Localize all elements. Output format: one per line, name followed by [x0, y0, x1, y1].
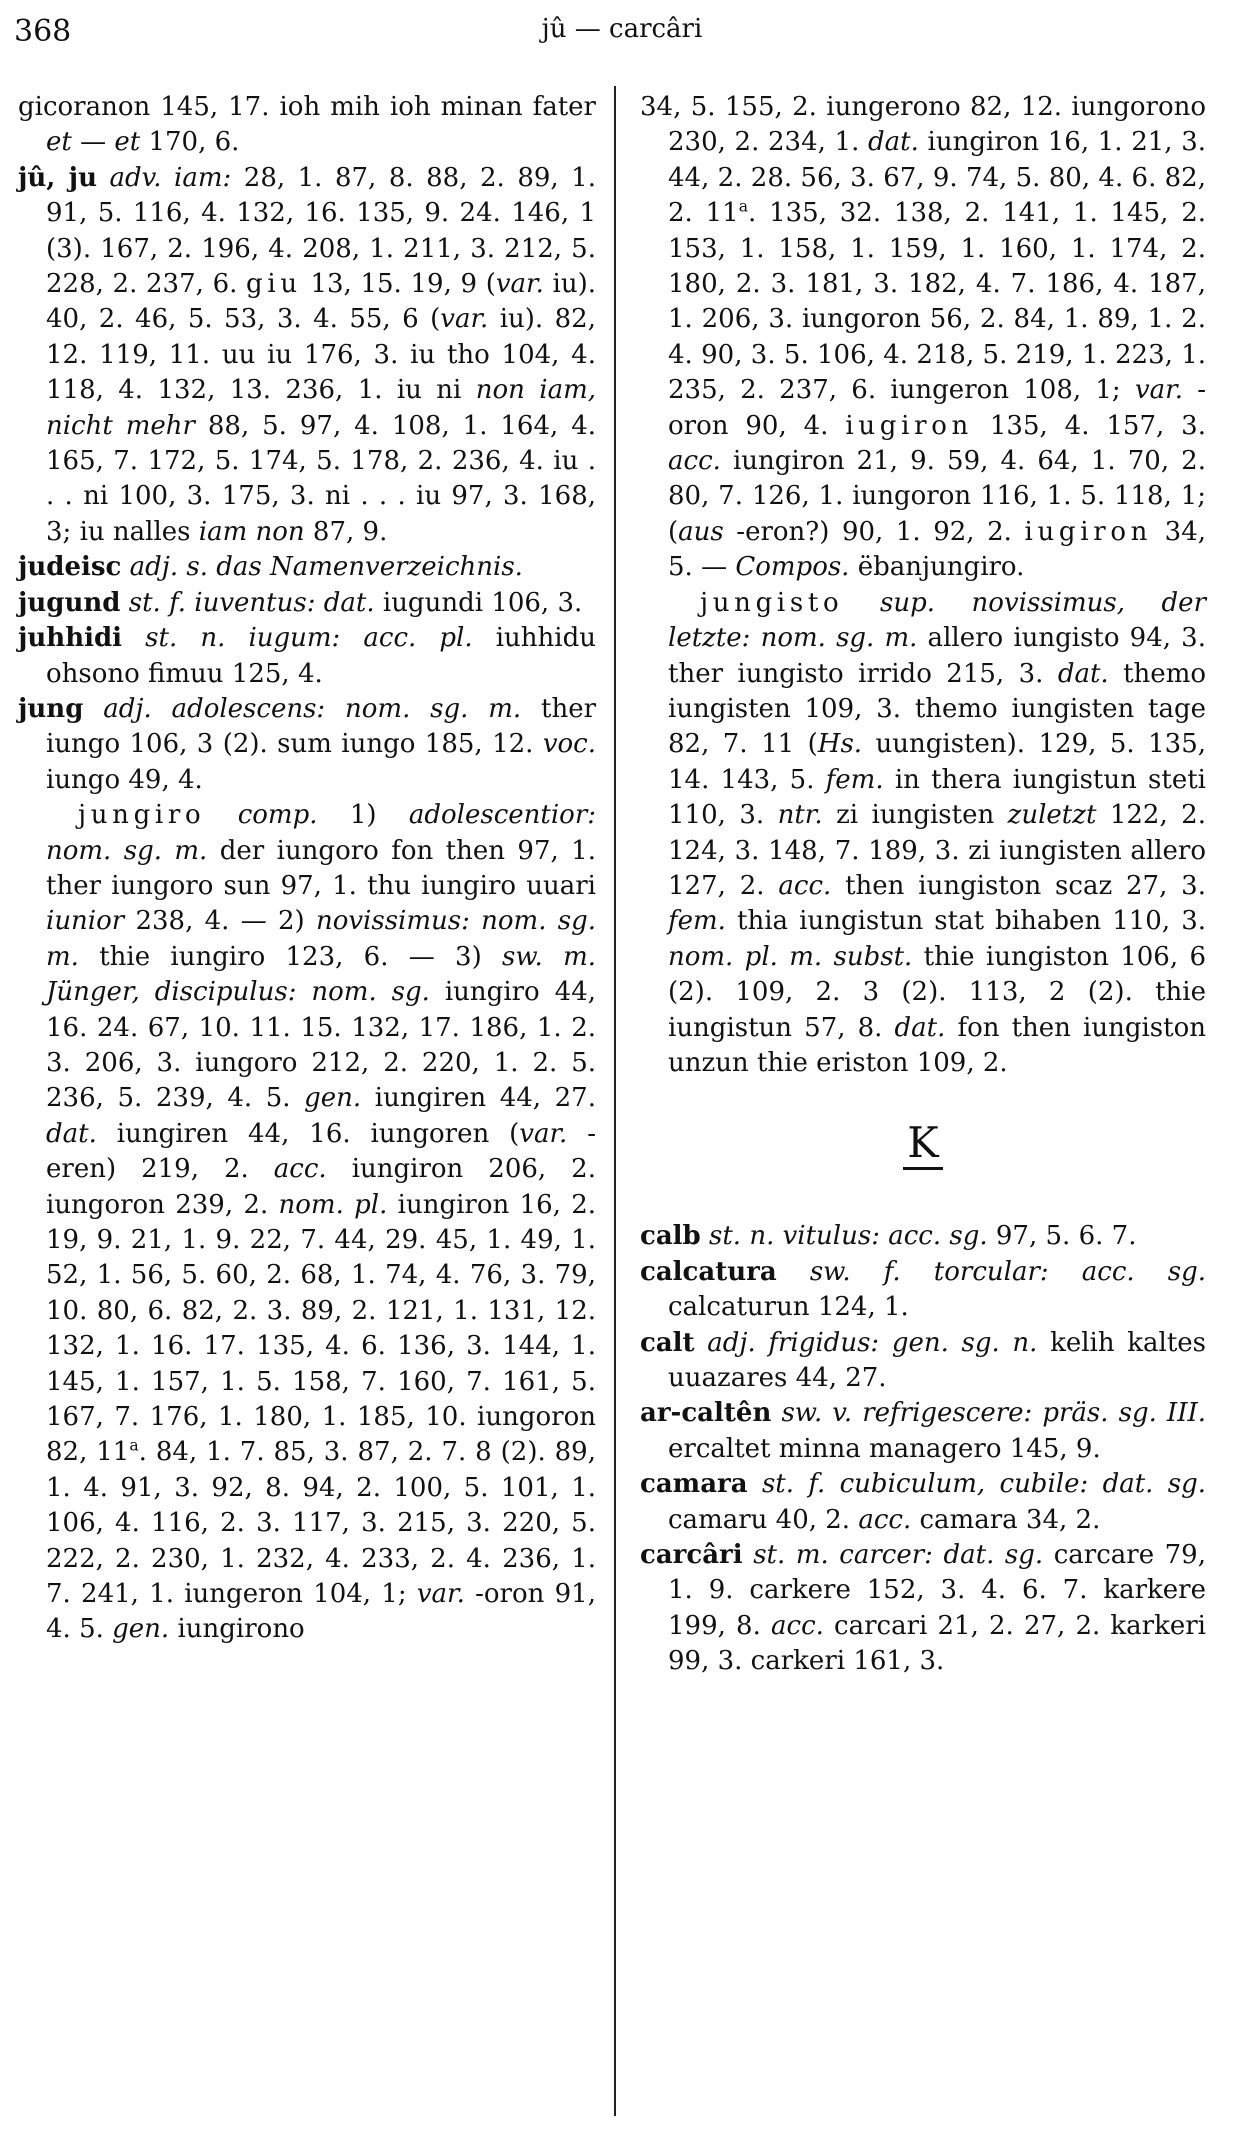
- dictionary-entry: calcatura sw. f. torcular: acc. sg. calcaturun 124, 1.: [640, 1256, 1207, 1323]
- dictionary-entry: calt adj. frigidus: gen. sg. n. kelih kaltes uuazares 44, 27.: [640, 1327, 1207, 1393]
- headword: jû, ju: [18, 162, 97, 193]
- section-letter: K: [903, 1118, 942, 1170]
- dictionary-entry: jugund st. f. iuventus: dat. iugundi 106, 3.: [18, 587, 583, 618]
- headword: calcatura: [640, 1256, 777, 1287]
- headword: camara: [640, 1469, 748, 1500]
- dictionary-entry: jung adj. adolescens: nom. sg. m. ther iungo 106, 3 (2). sum iungo 185, 12. voc. iungo 49, 4.: [18, 693, 597, 795]
- page-header: [0, 14, 1244, 54]
- dictionary-entry: juhhidi st. n. iugum: acc. pl. iuhhidu ohsono fimuu 125, 4.: [18, 623, 596, 689]
- right-column-top: [640, 90, 1206, 1081]
- dictionary-entry: calb st. n. vitulus: acc. sg. 97, 5. 6. 7.: [640, 1221, 1137, 1252]
- sub-entry: jungiro comp. 1) adolescentior: nom. sg. m. der iungoro fon then 97, 1. ther iungoro sun 97, 1. thu iungiro uuari iunior 238, 4. — 2) novissimus: nom. sg. m. thie iungiro 123, 6. — 3) sw. m. Jünger, discipulus: nom. sg. iungiro 44, 16. 24. 67, 10. 11. 15. 132, 17. 186, 1. 2. 3. 206, 3. iungoro 212, 2. 220, 1. 2. 5. 236, 5. 239, 4. 5. gen. iungiren 44, 27. dat. iungiren 44, 16. iungoren (var. -eren) 219, 2. acc. iungiron 206, 2. iungoron 239, 2. nom. pl. iungiron 16, 2. 19, 9. 21, 1. 9. 22, 7. 44, 29. 45, 1. 49, 1. 52, 1. 56, 5. 60, 2. 68, 1. 74, 4. 76, 3. 79, 10. 80, 6. 82, 2. 3. 89, 2. 121, 1. 131, 12. 132, 1. 16. 17. 135, 4. 6. 136, 3. 144, 1. 145, 1. 157, 1. 5. 158, 7. 160, 7. 161, 5. 167, 7. 176, 1. 180, 1. 185, 10. iungoron 82, 11$^a$. 84, 1. 7. 85, 3. 87, 2. 7. 8 (2). 89, 1. 4. 91, 3. 92, 8. 94, 2. 100, 5. 101, 1. 106, 4. 116, 2. 3. 117, 3. 215, 3. 220, 5. 222, 2. 230, 1. 232, 4. 233, 2. 4. 236, 1. 7. 241, 1. iungeron 104, 1; var. -oron 91, 4. 5. gen. iungirono: [46, 800, 597, 1645]
- dictionary-entry: camara st. f. cubiculum, cubile: dat. sg. camaru 40, 2. acc. camara 34, 2.: [640, 1469, 1207, 1535]
- headword: jugund: [18, 587, 121, 618]
- right-column-bottom: [640, 1219, 1206, 1679]
- sub-entry: jungisto sup. novissimus, der letzte: nom. sg. m. allero iungisto 94, 3. ther iungisto irrido 215, 3. dat. themo iungisten 109, 3. themo iungisten tage 82, 7. 11 (Hs. uungisten). 129, 5. 135, 14. 143, 5. fem. in thera iungistun steti 110, 3. ntr. zi iungisten zuletzt 122, 2. 124, 3. 148, 7. 189, 3. zi iungisten allero 127, 2. acc. then iungiston scaz 27, 3. fem. thia iungistun stat bihaben 110, 3. nom. pl. m. subst. thie iungiston 106, 6 (2). 109, 2. 3 (2). 113, 2 (2). thie iungistun 57, 8. dat. fon then iungiston unzun thie eriston 109, 2.: [668, 587, 1207, 1078]
- headword: calt: [640, 1327, 695, 1358]
- headword: jung: [18, 693, 84, 724]
- dictionary-entry: judeisc adj. s. das Namenverzeichnis.: [18, 552, 523, 583]
- headword: calb: [640, 1221, 701, 1252]
- column-divider: [614, 86, 616, 2116]
- entry-continuation: 34, 5. 155, 2. iungerono 82, 12. iungorono 230, 2. 234, 1. dat. iungiron 16, 1. 21, 3. 44, 2. 28. 56, 3. 67, 9. 74, 5. 80, 4. 6. 82, 2. 11$^a$. 135, 32. 138, 2. 141, 1. 145, 2. 153, 1. 158, 1. 159, 1. 160, 1. 174, 2. 180, 2. 3. 181, 3. 182, 4. 7. 186, 4. 187, 1. 206, 3. iungoron 56, 2. 84, 1. 89, 1. 2. 4. 90, 3. 5. 106, 4. 218, 5. 219, 1. 223, 1. 235, 2. 237, 6. iungeron 108, 1; var. -oron 90, 4. iugiron 135, 4. 157, 3. acc. iungiron 21, 9. 59, 4. 64, 1. 70, 2. 80, 7. 126, 1. iungoron 116, 1. 5. 118, 1; (aus -eron?) 90, 1. 92, 2. iugiron 34, 5. — Compos. ëbanjungiro.: [640, 92, 1207, 583]
- headword: juhhidi: [18, 623, 123, 654]
- dictionary-entry: jû, ju adv. iam: 28, 1. 87, 8. 88, 2. 89, 1. 91, 5. 116, 4. 132, 16. 135, 9. 24. 146, 1 (3). 167, 2. 196, 4. 208, 1. 211, 3. 212, 5. 228, 2. 237, 6. giu 13, 15. 19, 9 (var. iu). 40, 2. 46, 5. 53, 3. 4. 55, 6 (var. iu). 82, 12. 119, 11. uu iu 176, 3. iu tho 104, 4. 118, 4. 132, 13. 236, 1. iu ni non iam, nicht mehr 88, 5. 97, 4. 108, 1. 164, 4. 165, 7. 172, 5. 174, 5. 178, 2. 236, 4. iu . . . ni 100, 3. 175, 3. ni . . . iu 97, 3. 168, 3; iu nalles iam non 87, 9.: [18, 162, 597, 547]
- dictionary-entry: ar-caltên sw. v. refrigescere: präs. sg. III. ercaltet minna managero 145, 9.: [640, 1398, 1207, 1464]
- entry-continuation: gicoranon 145, 17. ioh mih ioh minan fater et — et 170, 6.: [18, 92, 596, 158]
- section-heading: [640, 1085, 1206, 1219]
- headword: ar-caltên: [640, 1398, 772, 1429]
- headword: carcâri: [640, 1540, 743, 1571]
- left-column: [18, 90, 596, 1648]
- running-head: jû — carcâri: [541, 14, 703, 44]
- headword: judeisc: [18, 552, 122, 583]
- right-column: [640, 90, 1206, 1680]
- dictionary-entry: carcâri st. m. carcer: dat. sg. carcare 79, 1. 9. carkere 152, 3. 4. 6. 7. karkere 199, 8. acc. carcari 21, 2. 27, 2. karkeri 99, 3. carkeri 161, 3.: [640, 1540, 1206, 1677]
- page-number: 368: [14, 14, 72, 49]
